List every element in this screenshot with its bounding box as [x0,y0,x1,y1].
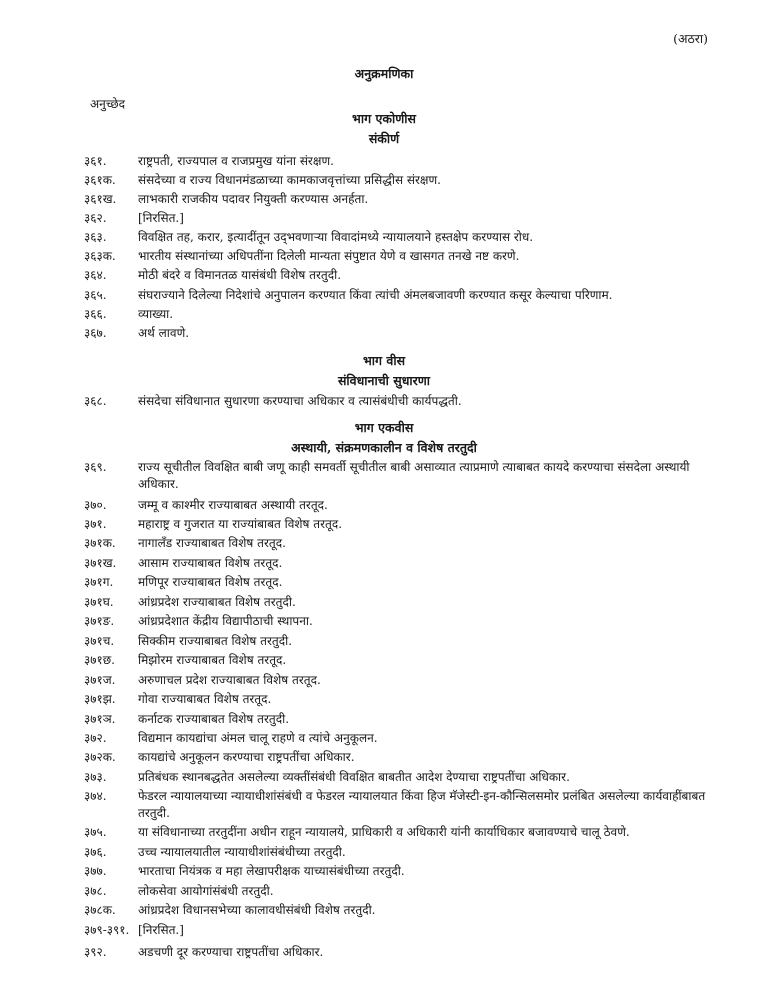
article-title: मिझोरम राज्याबाबत विशेष तरतूद. [138,653,287,667]
article-title: सिक्कीम राज्याबाबत विशेष तरतुदी. [138,634,293,648]
article-title: उच्च न्यायालयातील न्यायाधीशांसंबंधीच्या तरतुदी. [138,845,346,859]
article-title: विवक्षित तह, करार, इत्यादींतून उद्‌भवणाऱ्या विवादांमध्ये न्यायालयाने हस्तक्षेप करण्यास रोध. [138,230,534,244]
article-title: [निरसित.] [138,923,184,937]
article-title: संसदेच्या व राज्य विधानमंडळाच्या कामकाजवृत्तांच्या प्रसिद्धीस संरक्षण. [138,173,441,187]
article-number: ३७१. [84,517,107,531]
article-number: ३७६. [84,845,107,859]
article-title: संघराज्याने दिलेल्या निदेशांचे अनुपालन करण्यात किंवा त्यांची अंमलबजावणी करण्यात कसूर केल्याचा परिणाम. [138,288,613,302]
article-title: कर्नाटक राज्याबाबत विशेष तरतुदी. [138,712,290,726]
article-number: ३७०. [84,498,107,512]
article-title: फेडरल न्यायालयाच्या न्यायाधीशांसंबंधी व फेडरल न्यायालयात किंवा हिज मॅजेस्टी-इन-कौन्सिलसमोर प्रलंबित असलेल्या कार्यवाहींबाबत तरतुदी. [138,789,706,820]
article-title: गोवा राज्याबाबत विशेष तरतूद. [138,692,272,706]
article-title: प्रतिबंधक स्थानबद्धतेत असलेल्या व्यक्तींसंबंधी विवक्षित बाबतीत आदेश देण्याचा राष्ट्रपतींचा अधिकार. [138,770,570,784]
article-title: लोकसेवा आयोगांसंबंधी तरतुदी. [138,884,274,898]
part-subject: संकीर्ण [368,131,400,146]
article-title: कायद्यांचे अनुकूलन करण्याचा राष्ट्रपतींचा अधिकार. [138,750,355,764]
article-title: आंध्रप्रदेश विधानसभेच्या कालावधीसंबंधी विशेष तरतुदी. [138,903,376,917]
article-number: ३७१झ. [84,692,116,706]
article-number: ३७८. [84,884,107,898]
part-subject: अस्थायी, संक्रमणकालीन व विशेष तरतुदी [291,440,477,455]
article-title: व्याख्या. [138,307,174,321]
article-number: ३६२. [84,211,107,225]
article-number: ३६१क. [84,173,116,187]
article-title: भारतीय संस्थानांच्या अधिपतींना दिलेली मान्यता संपुष्टात येणे व खासगत तनखे नष्ट करणे. [138,249,520,263]
article-number: ३७५. [84,825,107,839]
article-number: ३७१ञ. [84,712,116,726]
article-number: ३६१. [84,154,107,168]
article-number: ३६३. [84,230,107,244]
article-number: ३९२. [84,945,107,959]
article-number: ३६१ख. [84,192,117,206]
article-number: ३७१ज. [84,673,116,687]
article-title: आसाम राज्याबाबत विशेष तरतूद. [138,556,283,570]
article-title: राष्ट्रपती, राज्यपाल व राजप्रमुख यांना संरक्षण. [138,154,334,168]
article-title: अरुणाचल प्रदेश राज्याबाबत विशेष तरतूद. [138,673,321,687]
article-title: संसदेचा संविधानात सुधारणा करण्याचा अधिकार व त्यासंबंधीची कार्यपद्धती. [138,394,462,408]
article-title: लाभकारी राजकीय पदावर नियुक्ती करण्यास अनर्हता. [138,192,369,206]
article-title: आंध्रप्रदेश राज्याबाबत विशेष तरतुदी. [138,595,296,609]
article-number: ३७१ख. [84,556,117,570]
page-title: अनुक्रमणिका [354,66,414,81]
article-number: ३७१घ. [84,595,114,609]
article-number: ३७१ङ. [84,614,115,628]
article-number: ३६५. [84,288,107,302]
article-number: ३७१ग. [84,575,114,589]
article-number: ३७२क. [84,750,116,764]
article-number: ३७१च. [84,634,115,648]
article-title: मोठी बंदरे व विमानतळ यासंबंधी विशेष तरतुदी. [138,268,342,282]
article-title: विद्यमान कायद्यांचा अंमल चालू राहणे व त्यांचे अनुकूलन. [138,731,378,745]
part-subject: संविधानाची सुधारणा [337,373,431,388]
column-label: अनुच्छेद [90,97,126,111]
part-heading: भाग एकोणीस [352,111,416,126]
article-number: ३७९-३९१. [84,923,130,937]
part-heading: भाग एकवीस [354,420,414,435]
article-title: आंध्रप्रदेशात केंद्रीय विद्यापीठाची स्थापना. [138,614,313,628]
article-number: ३६९. [84,460,107,474]
article-number: ३७४. [84,789,107,803]
article-title: मणिपूर राज्याबाबत विशेष तरतूद. [138,575,283,589]
article-number: ३६४. [84,268,107,282]
article-title: या संविधानाच्या तरतुदींना अधीन राहून न्यायालये, प्राधिकारी व अधिकारी यांनी कार्याधिकार बजावण्याचे चालू ठेवणे. [138,825,630,839]
article-number: ३७२. [84,731,107,745]
article-title: महाराष्ट्र व गुजरात या राज्यांबाबत विशेष तरतूद. [138,517,343,531]
article-title: अर्थ लावणे. [138,326,190,340]
article-title: अडचणी दूर करण्याचा राष्ट्रपतींचा अधिकार. [138,945,324,959]
article-number: ३६८. [84,394,107,408]
article-number: ३६३क. [84,249,116,263]
article-title: [निरसित.] [138,211,184,225]
article-title: भारताचा नियंत्रक व महा लेखापरीक्षक याच्यासंबंधीच्या तरतुदी. [138,864,405,878]
article-number: ३६७. [84,326,107,340]
article-number: ३७३. [84,770,107,784]
article-number: ३७८क. [84,903,116,917]
article-title: जम्मू व काश्मीर राज्याबाबत अस्थायी तरतूद. [138,498,328,512]
article-number: ३७७. [84,864,107,878]
part-heading: भाग वीस [362,353,406,368]
article-number: ३७१क. [84,536,116,550]
article-number: ३७१छ. [84,653,115,667]
page-number: (अठरा) [673,31,708,46]
article-title: राज्य सूचीतील विवक्षित बाबी जणू काही समवर्ती सूचीतील बाबी असाव्यात त्याप्रमाणे त्याबाबत कायदे करण्याचा संसदेला अस्थायी अधिकार. [138,460,690,491]
article-number: ३६६. [84,307,107,321]
article-title: नागालँड राज्याबाबत विशेष तरतूद. [138,536,286,550]
